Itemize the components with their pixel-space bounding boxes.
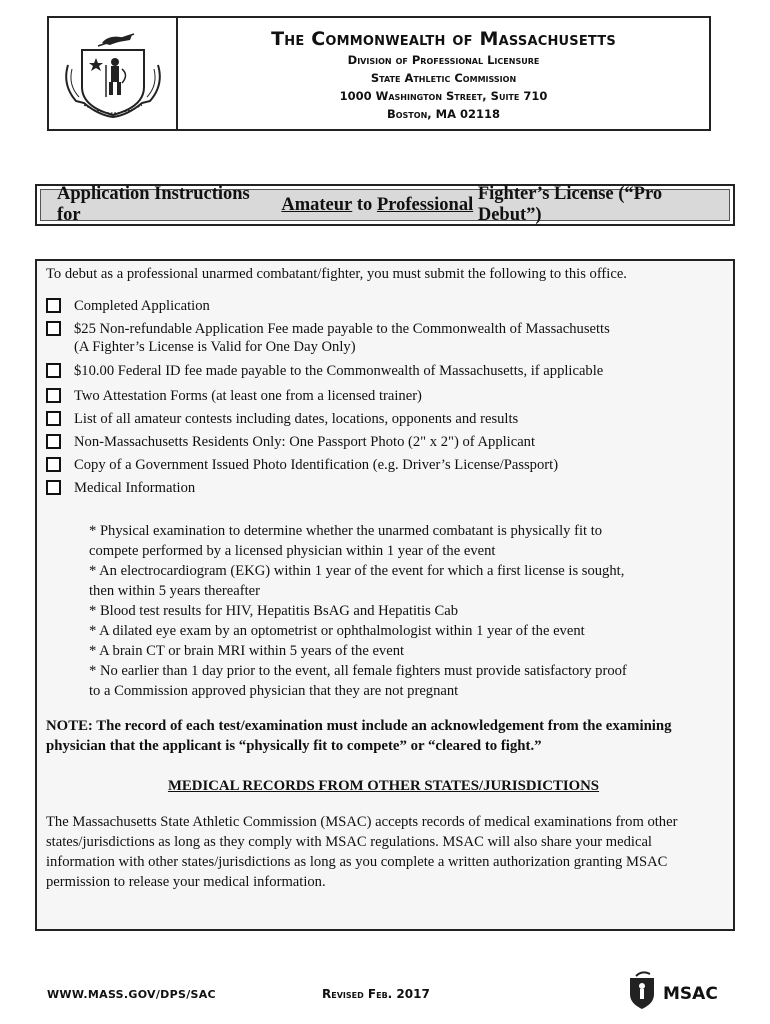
checkbox[interactable] — [46, 388, 61, 403]
document-title — [40, 184, 730, 225]
medical-records-text: The Massachusetts State Athletic Commission (MSAC) accepts records of medical examinations from other states/jurisdictions as long as they comply with MSAC regulations. MSAC will also share your medical information with other states/jurisdictions as long as you complete a written authorization granting MSAC permission to release your medical information. — [46, 814, 678, 890]
exam-requirement: * Blood test results for HIV, Hepatitis BsAG and Hepatitis Cab — [89, 603, 458, 619]
checklist-item-label: List of all amateur contests including dates, locations, opponents and results — [74, 411, 519, 427]
checklist-item — [46, 410, 721, 428]
checklist-item — [46, 362, 721, 380]
checklist-item-label: Two Attestation Forms (at least one from a licensed trainer) — [74, 388, 422, 404]
checklist-item-label: Completed Application — [74, 298, 210, 314]
exam-requirement: * No earlier than 1 day prior to the event, all female fighters must provide satisfactory proof to a Commission approved physician that they are not pregnant — [89, 663, 627, 699]
checklist-item-label: $25 Non-refundable Application Fee made payable to the Commonwealth of Massachusetts (A Fighter’s License is Valid for One Day Only) — [74, 321, 610, 355]
intro-text: To debut as a professional unarmed combatant/fighter, you must submit the following to this office. — [46, 266, 627, 282]
title-part-3: Fighter’s License (“Pro Debut”) — [477, 184, 663, 225]
commission-name: State Athletic Commission — [370, 71, 517, 85]
title-part-1: Application Instructions for — [57, 184, 250, 225]
revision-date: Revised Feb. 2017 — [322, 987, 430, 1001]
instructions-box — [35, 259, 735, 931]
checklist-item-label: Non-Massachusetts Residents Only: One Passport Photo (2" x 2") of Applicant — [74, 434, 536, 450]
letterhead — [47, 16, 711, 131]
checklist-item — [46, 387, 721, 405]
footer — [47, 983, 727, 1007]
requirements-checklist — [46, 297, 721, 497]
state-title: The Commonwealth of Massachusetts — [271, 28, 616, 50]
checkbox[interactable] — [46, 321, 61, 336]
checkbox[interactable] — [46, 298, 61, 313]
title-professional: Professional — [376, 194, 474, 215]
exam-requirement: * An electrocardiogram (EKG) within 1 year of the event for which a first license is sought, then within 5 years thereafter — [89, 563, 625, 599]
checkbox[interactable] — [46, 434, 61, 449]
seal-frame — [49, 18, 178, 129]
checklist-item-label: Copy of a Government Issued Photo Identification (e.g. Driver’s License/Passport) — [74, 457, 559, 473]
title-part-2: to — [356, 194, 373, 215]
checklist-item — [46, 456, 721, 474]
checkbox[interactable] — [46, 480, 61, 495]
checklist-item — [46, 433, 721, 451]
msac-label: MSAC — [663, 984, 718, 1004]
exam-requirement: * Physical examination to determine whether the unarmed combatant is physically fit to compete performed by a licensed physician within 1 year of the event — [89, 523, 603, 559]
checklist-item — [46, 479, 721, 497]
medical-exam-list — [89, 521, 721, 701]
checklist-item-label: Medical Information — [74, 480, 196, 496]
exam-requirement: * A dilated eye exam by an optometrist or ophthalmologist within 1 year of the event — [89, 623, 585, 639]
msac-shield-icon — [626, 970, 658, 1010]
checklist-item — [46, 297, 721, 315]
city-address: Boston, MA 02118 — [386, 107, 500, 121]
checkbox[interactable] — [46, 363, 61, 378]
title-banner — [35, 184, 735, 226]
division-name: Division of Professional Licensure — [347, 53, 540, 67]
medical-records-heading: MEDICAL RECORDS FROM OTHER STATES/JURISDICTIONS — [167, 778, 600, 794]
checklist-item-label: $10.00 Federal ID fee made payable to the Commonwealth of Massachusetts, if applicable — [74, 363, 604, 379]
footer-url[interactable]: WWW.MASS.GOV/DPS/SAC — [47, 988, 216, 1001]
exam-requirement: * A brain CT or brain MRI within 5 years of the event — [89, 643, 405, 659]
checklist-item — [46, 320, 721, 356]
note-text: NOTE: The record of each test/examination must include an acknowledgement from the examining physician that the applicant is “physically fit to compete” or “cleared to fight.” — [46, 718, 672, 754]
title-amateur: Amateur — [281, 194, 353, 215]
massachusetts-seal-icon — [54, 25, 172, 123]
checkbox[interactable] — [46, 411, 61, 426]
checkbox[interactable] — [46, 457, 61, 472]
street-address: 1000 Washington Street, Suite 710 — [339, 89, 548, 103]
letterhead-text — [178, 18, 709, 129]
